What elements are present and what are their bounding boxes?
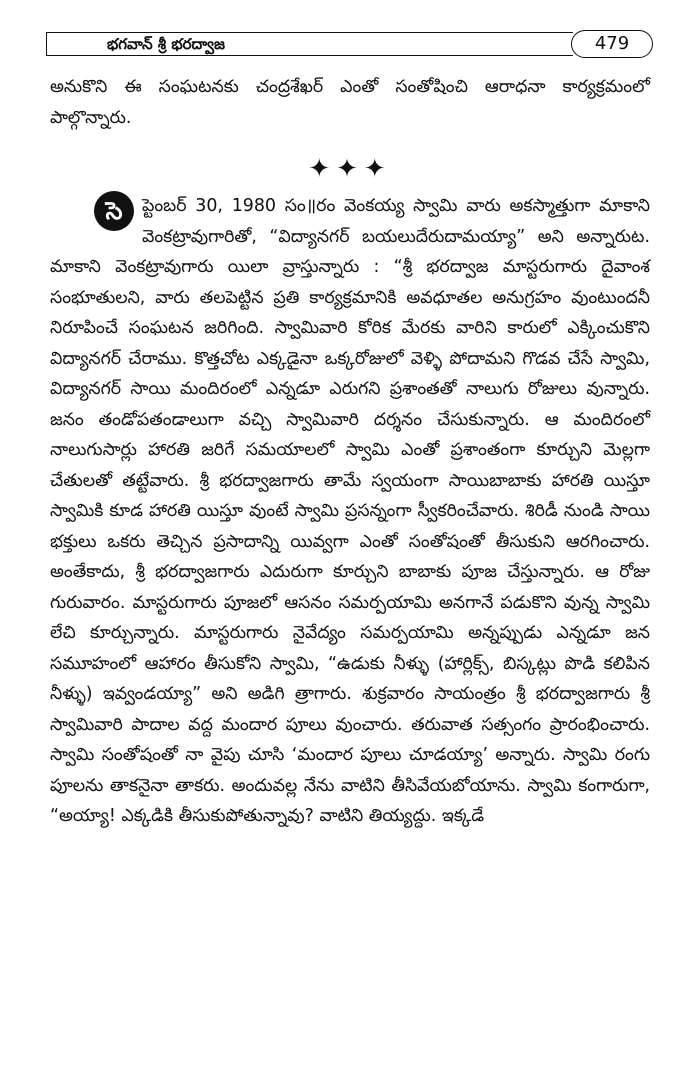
drop-cap: సె — [94, 191, 134, 231]
paragraph-continued: అనుకొని ఈ సంఘటనకు చంద్రశేఖర్ ఎంతో సంతోషించి ఆరాధనా కార్యక్రమంలో పాల్గొన్నారు. — [50, 77, 650, 128]
paragraph-main — [50, 191, 650, 832]
header-box — [46, 32, 573, 56]
page-body — [50, 72, 650, 832]
section-ornament: ✦✦✦ — [308, 154, 392, 184]
paragraph-main-text: ప్టెంబర్ 30, 1980 సం॥రం వెంకయ్య స్వామి వారు అకస్మాత్తుగా మాకాని వెంకట్రావుగారితో, “విద్యానగర్ బయలుదేరుదామయ్యా” అని అన్నారుట. మాకాని వెంకట్రావుగారు యిలా వ్రాస్తున్నారు : “శ్రీ భరద్వాజ మాస్టరుగారు దైవాంశ సంభూతులని, వారు తలపెట్టిన ప్రతి కార్యక్రమానికి అవధూతల అనుగ్రహం వుంటుందనీ నిరూపించే సంఘటన జరిగింది. స్వామివారి కోరిక మేరకు వారిని కారులో ఎక్కించుకొని విద్యానగర్ చేరాము. కొత్తచోట ఎక్కడైనా ఒక్కరోజులో వెళ్ళి పోదామని గొడవ చేసే స్వామి, విద్యానగర్ సాయి మందిరంలో ఎన్నడూ ఎరుగని ప్రశాంతతో నాలుగు రోజులు వున్నారు. జనం తండోపతండాలుగా వచ్చి స్వామివారి దర్శనం చేసుకున్నారు. ఆ మందిరంలో నాలుగుసార్లు హారతి జరిగే సమయాలలో స్వామి ఎంతో ప్రశాంతంగా కూర్చుని మెల్లగా చేతులతో తట్టేవారు. శ్రీ భరద్వాజగారు తామే స్వయంగా సాయిబాబాకు హారతి యిస్తూ స్వామికి కూడ హారతి యిస్తూ వుంటే స్వామి ప్రసన్నంగా స్వీకరించేవారు. శిరిడీ నుండి సాయి భక్తులు ఒకరు తెచ్చిన ప్రసాదాన్ని యివ్వగా ఎంతో సంతోషంతో తీసుకుని ఆరగించారు. అంతేకాదు, శ్రీ భరద్వాజగారు ఎదురుగా కూర్చుని బాబాకు పూజ చేస్తున్నారు. ఆ రోజు గురువారం. మాస్టరుగారు పూజలో ఆసనం సమర్పయామి అనగానే పడుకొని వున్న స్వామి లేచి కూర్చున్నారు. మాస్టరుగారు నైవేద్యం సమర్పయామి అన్నప్పుడు ఎన్నడూ జన సమూహంలో ఆహారం తీసుకోని స్వామి, “ఉడుకు నీళ్ళు (హార్లిక్స్, బిస్కట్లు పొడి కలిపిన నీళ్ళు) ఇవ్వండయ్యా” అని అడిగి త్రాగారు. శుక్రవారం సాయంత్రం శ్రీ భరద్వాజగారు శ్రీ స్వామివారి పాదాల వద్ద మందార పూలు వుంచారు. తరువాత సత్సంగం ప్రారంభించారు. స్వామి సంతోషంతో నా వైపు చూసి ‘మందార పూలు చూడయ్యా’ అన్నారు. స్వామి రంగు పూలను తాకనైనా తాకరు. అందువల్ల నేను వాటిని తీసివేయబోయాను. స్వామి కంగారుగా, “అయ్యా! ఎక్కడికి తీసుకుపోతున్నావు? వాటిని తియ్యద్దు. ఇక్కడే — [50, 196, 650, 826]
book-title: భగవాన్ శ్రీ భరద్వాజ — [107, 35, 225, 53]
page-number: 479 — [571, 30, 653, 58]
running-header — [46, 32, 652, 56]
